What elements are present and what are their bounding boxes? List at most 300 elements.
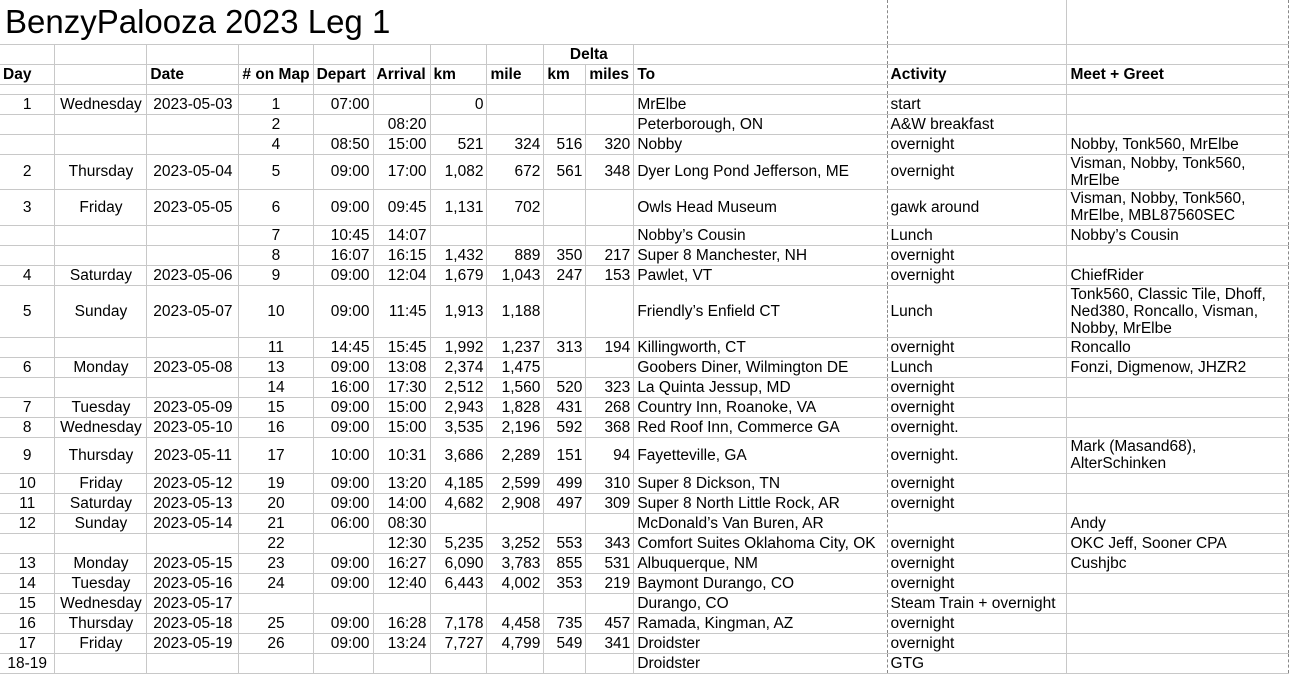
cell-destination[interactable]: Albuquerque, NM	[634, 553, 887, 573]
cell[interactable]	[313, 44, 373, 64]
cell-meet-greet[interactable]	[1067, 245, 1289, 265]
cell-depart[interactable]	[313, 114, 373, 134]
cell-destination[interactable]: MrElbe	[634, 94, 887, 114]
cell-date[interactable]	[147, 533, 239, 553]
cell-activity[interactable]: Lunch	[887, 357, 1067, 377]
cell-meet-greet[interactable]	[1067, 114, 1289, 134]
cell[interactable]	[430, 84, 487, 94]
cell-delta-miles[interactable]: 323	[586, 377, 634, 397]
cell-weekday[interactable]: Friday	[55, 633, 147, 653]
cell[interactable]	[1067, 0, 1289, 44]
cell[interactable]	[887, 44, 1067, 64]
cell-destination[interactable]: La Quinta Jessup, MD	[634, 377, 887, 397]
cell-map-number[interactable]: 17	[239, 437, 313, 473]
cell-delta-km[interactable]: 855	[544, 553, 586, 573]
cell-depart[interactable]	[313, 533, 373, 553]
cell-km[interactable]: 1,131	[430, 189, 487, 225]
cell-km[interactable]	[430, 593, 487, 613]
cell-weekday[interactable]: Friday	[55, 189, 147, 225]
cell-delta-km[interactable]: 350	[544, 245, 586, 265]
cell-delta-miles[interactable]: 320	[586, 134, 634, 154]
cell-arrival[interactable]: 08:20	[373, 114, 430, 134]
cell-depart[interactable]: 09:00	[313, 265, 373, 285]
cell-activity[interactable]: overnight.	[887, 417, 1067, 437]
header-destination[interactable]: To	[634, 64, 887, 84]
cell-destination[interactable]: Super 8 Dickson, TN	[634, 473, 887, 493]
cell-meet-greet[interactable]: ChiefRider	[1067, 265, 1289, 285]
cell-date[interactable]: 2023-05-13	[147, 493, 239, 513]
cell-destination[interactable]: Super 8 Manchester, NH	[634, 245, 887, 265]
cell-depart[interactable]: 09:00	[313, 417, 373, 437]
cell-map-number[interactable]: 21	[239, 513, 313, 533]
cell[interactable]	[373, 44, 430, 64]
cell[interactable]	[0, 84, 55, 94]
cell-date[interactable]: 2023-05-11	[147, 437, 239, 473]
header-arrival[interactable]: Arrival	[373, 64, 430, 84]
cell[interactable]	[239, 44, 313, 64]
cell-meet-greet[interactable]: Andy	[1067, 513, 1289, 533]
cell-km[interactable]: 1,432	[430, 245, 487, 265]
cell-arrival[interactable]	[373, 94, 430, 114]
cell-date[interactable]: 2023-05-09	[147, 397, 239, 417]
cell-activity[interactable]: A&W breakfast	[887, 114, 1067, 134]
cell-arrival[interactable]: 13:20	[373, 473, 430, 493]
cell-destination[interactable]: Red Roof Inn, Commerce GA	[634, 417, 887, 437]
cell-km[interactable]: 5,235	[430, 533, 487, 553]
cell-arrival[interactable]	[373, 593, 430, 613]
cell-delta-miles[interactable]: 531	[586, 553, 634, 573]
cell[interactable]	[887, 84, 1067, 94]
cell-arrival[interactable]: 12:04	[373, 265, 430, 285]
cell[interactable]	[586, 0, 634, 44]
cell[interactable]	[313, 84, 373, 94]
cell-activity[interactable]	[887, 513, 1067, 533]
cell-day[interactable]: 12	[0, 513, 55, 533]
cell-day[interactable]: 11	[0, 493, 55, 513]
cell-km[interactable]: 1,082	[430, 154, 487, 189]
cell-destination[interactable]: Pawlet, VT	[634, 265, 887, 285]
cell-activity[interactable]: overnight	[887, 337, 1067, 357]
cell-delta-miles[interactable]: 457	[586, 613, 634, 633]
delta-header[interactable]: Delta	[544, 44, 634, 64]
cell-meet-greet[interactable]	[1067, 473, 1289, 493]
cell-destination[interactable]: Nobby	[634, 134, 887, 154]
cell-delta-km[interactable]	[544, 513, 586, 533]
cell[interactable]	[634, 84, 887, 94]
cell-meet-greet[interactable]	[1067, 653, 1289, 673]
cell-activity[interactable]: overnight	[887, 533, 1067, 553]
header-mile[interactable]: mile	[487, 64, 544, 84]
cell[interactable]	[1067, 44, 1289, 64]
cell-mile[interactable]: 1,188	[487, 285, 544, 337]
cell-date[interactable]: 2023-05-15	[147, 553, 239, 573]
cell-mile[interactable]: 4,799	[487, 633, 544, 653]
cell-activity[interactable]: Lunch	[887, 225, 1067, 245]
cell[interactable]	[487, 44, 544, 64]
cell-delta-miles[interactable]	[586, 189, 634, 225]
cell-depart[interactable]: 09:00	[313, 633, 373, 653]
cell-weekday[interactable]: Monday	[55, 553, 147, 573]
cell-mile[interactable]: 3,783	[487, 553, 544, 573]
cell-km[interactable]: 1,679	[430, 265, 487, 285]
cell[interactable]	[487, 84, 544, 94]
cell-delta-miles[interactable]: 268	[586, 397, 634, 417]
cell-map-number[interactable]: 20	[239, 493, 313, 513]
cell-meet-greet[interactable]	[1067, 397, 1289, 417]
cell-day[interactable]: 4	[0, 265, 55, 285]
cell-delta-km[interactable]	[544, 94, 586, 114]
cell-destination[interactable]: Country Inn, Roanoke, VA	[634, 397, 887, 417]
cell-delta-miles[interactable]	[586, 285, 634, 337]
cell-date[interactable]: 2023-05-18	[147, 613, 239, 633]
cell-delta-km[interactable]: 247	[544, 265, 586, 285]
cell-map-number[interactable]: 23	[239, 553, 313, 573]
cell-date[interactable]: 2023-05-03	[147, 94, 239, 114]
cell-km[interactable]	[430, 225, 487, 245]
cell-km[interactable]: 2,512	[430, 377, 487, 397]
cell-meet-greet[interactable]: Visman, Nobby, Tonk560, MrElbe, MBL87560SEC	[1067, 189, 1289, 225]
cell-date[interactable]: 2023-05-04	[147, 154, 239, 189]
cell-destination[interactable]: Droidster	[634, 633, 887, 653]
cell-activity[interactable]: GTG	[887, 653, 1067, 673]
cell-weekday[interactable]	[55, 245, 147, 265]
cell-delta-km[interactable]: 497	[544, 493, 586, 513]
cell-activity[interactable]: overnight	[887, 473, 1067, 493]
cell-activity[interactable]: overnight	[887, 553, 1067, 573]
cell-day[interactable]: 8	[0, 417, 55, 437]
cell-date[interactable]: 2023-05-08	[147, 357, 239, 377]
cell-destination[interactable]: Dyer Long Pond Jefferson, ME	[634, 154, 887, 189]
cell-arrival[interactable]: 16:15	[373, 245, 430, 265]
cell[interactable]	[544, 84, 586, 94]
cell-depart[interactable]: 10:45	[313, 225, 373, 245]
cell-activity[interactable]: Steam Train + overnight	[887, 593, 1067, 613]
cell-depart[interactable]: 07:00	[313, 94, 373, 114]
cell-date[interactable]	[147, 245, 239, 265]
cell-date[interactable]	[147, 377, 239, 397]
cell-date[interactable]: 2023-05-06	[147, 265, 239, 285]
cell-map-number[interactable]: 16	[239, 417, 313, 437]
cell-delta-km[interactable]	[544, 593, 586, 613]
cell-weekday[interactable]: Thursday	[55, 437, 147, 473]
cell-arrival[interactable]: 08:30	[373, 513, 430, 533]
cell-arrival[interactable]: 15:45	[373, 337, 430, 357]
cell-date[interactable]: 2023-05-05	[147, 189, 239, 225]
cell-delta-km[interactable]: 431	[544, 397, 586, 417]
cell-mile[interactable]: 2,196	[487, 417, 544, 437]
cell-delta-miles[interactable]	[586, 513, 634, 533]
cell-delta-km[interactable]	[544, 357, 586, 377]
cell-weekday[interactable]: Friday	[55, 473, 147, 493]
cell-arrival[interactable]: 14:07	[373, 225, 430, 245]
header-activity[interactable]: Activity	[887, 64, 1067, 84]
header-delta-km[interactable]: km	[544, 64, 586, 84]
cell-depart[interactable]	[313, 593, 373, 613]
cell-km[interactable]: 0	[430, 94, 487, 114]
cell-weekday[interactable]	[55, 337, 147, 357]
cell-day[interactable]: 5	[0, 285, 55, 337]
cell-delta-km[interactable]: 313	[544, 337, 586, 357]
cell-arrival[interactable]: 12:40	[373, 573, 430, 593]
cell-km[interactable]: 7,727	[430, 633, 487, 653]
cell-date[interactable]	[147, 134, 239, 154]
cell-weekday[interactable]: Tuesday	[55, 573, 147, 593]
cell-day[interactable]: 16	[0, 613, 55, 633]
cell-delta-miles[interactable]	[586, 593, 634, 613]
cell-weekday[interactable]	[55, 225, 147, 245]
cell-km[interactable]	[430, 114, 487, 134]
cell-map-number[interactable]: 14	[239, 377, 313, 397]
cell-km[interactable]: 6,443	[430, 573, 487, 593]
cell-km[interactable]	[430, 513, 487, 533]
cell-depart[interactable]: 10:00	[313, 437, 373, 473]
cell-weekday[interactable]	[55, 653, 147, 673]
cell-delta-miles[interactable]: 343	[586, 533, 634, 553]
cell[interactable]	[239, 84, 313, 94]
cell-map-number[interactable]: 5	[239, 154, 313, 189]
cell-mile[interactable]: 2,599	[487, 473, 544, 493]
cell-depart[interactable]: 06:00	[313, 513, 373, 533]
cell-weekday[interactable]: Monday	[55, 357, 147, 377]
cell-km[interactable]: 6,090	[430, 553, 487, 573]
cell-depart[interactable]: 09:00	[313, 357, 373, 377]
cell-arrival[interactable]: 17:30	[373, 377, 430, 397]
cell-day[interactable]: 9	[0, 437, 55, 473]
cell-day[interactable]: 17	[0, 633, 55, 653]
cell-map-number[interactable]: 6	[239, 189, 313, 225]
cell-delta-miles[interactable]: 194	[586, 337, 634, 357]
cell-meet-greet[interactable]	[1067, 573, 1289, 593]
cell-weekday[interactable]: Sunday	[55, 513, 147, 533]
cell-mile[interactable]	[487, 94, 544, 114]
cell[interactable]	[373, 84, 430, 94]
cell-delta-miles[interactable]	[586, 94, 634, 114]
cell-day[interactable]	[0, 134, 55, 154]
cell-depart[interactable]: 09:00	[313, 473, 373, 493]
cell-delta-km[interactable]	[544, 189, 586, 225]
cell-map-number[interactable]: 19	[239, 473, 313, 493]
cell-day[interactable]: 14	[0, 573, 55, 593]
cell-meet-greet[interactable]: Cushjbc	[1067, 553, 1289, 573]
cell-destination[interactable]: Nobby’s Cousin	[634, 225, 887, 245]
cell-delta-miles[interactable]	[586, 114, 634, 134]
cell-meet-greet[interactable]: Visman, Nobby, Tonk560, MrElbe	[1067, 154, 1289, 189]
cell-activity[interactable]: overnight	[887, 573, 1067, 593]
cell-meet-greet[interactable]	[1067, 613, 1289, 633]
cell-date[interactable]	[147, 114, 239, 134]
header-meet-greet[interactable]: Meet + Greet	[1067, 64, 1289, 84]
cell-map-number[interactable]: 7	[239, 225, 313, 245]
cell-delta-km[interactable]	[544, 653, 586, 673]
cell-activity[interactable]: start	[887, 94, 1067, 114]
cell-weekday[interactable]	[55, 134, 147, 154]
cell-weekday[interactable]: Wednesday	[55, 94, 147, 114]
cell-depart[interactable]: 09:00	[313, 154, 373, 189]
cell-day[interactable]	[0, 533, 55, 553]
cell-activity[interactable]: overnight	[887, 493, 1067, 513]
cell-activity[interactable]: overnight	[887, 377, 1067, 397]
cell-day[interactable]: 15	[0, 593, 55, 613]
cell-weekday[interactable]	[55, 377, 147, 397]
cell-mile[interactable]: 2,908	[487, 493, 544, 513]
cell-mile[interactable]: 889	[487, 245, 544, 265]
cell-day[interactable]	[0, 377, 55, 397]
cell-weekday[interactable]: Wednesday	[55, 417, 147, 437]
cell-delta-km[interactable]: 549	[544, 633, 586, 653]
cell[interactable]	[586, 84, 634, 94]
cell[interactable]	[430, 0, 487, 44]
cell-day[interactable]: 13	[0, 553, 55, 573]
cell-day[interactable]	[0, 337, 55, 357]
cell-meet-greet[interactable]: Tonk560, Classic Tile, Dhoff, Ned380, Roncallo, Visman, Nobby, MrElbe	[1067, 285, 1289, 337]
cell-mile[interactable]	[487, 593, 544, 613]
cell-activity[interactable]: overnight	[887, 134, 1067, 154]
header-date[interactable]: Date	[147, 64, 239, 84]
cell-date[interactable]	[147, 653, 239, 673]
cell-mile[interactable]: 1,237	[487, 337, 544, 357]
cell-map-number[interactable]: 9	[239, 265, 313, 285]
cell-destination[interactable]: Goobers Diner, Wilmington DE	[634, 357, 887, 377]
cell-map-number[interactable]: 15	[239, 397, 313, 417]
cell-mile[interactable]: 1,043	[487, 265, 544, 285]
cell-destination[interactable]: Peterborough, ON	[634, 114, 887, 134]
cell-map-number[interactable]: 26	[239, 633, 313, 653]
cell-depart[interactable]: 16:00	[313, 377, 373, 397]
cell-arrival[interactable]: 15:00	[373, 134, 430, 154]
header-weekday[interactable]	[55, 64, 147, 84]
cell-mile[interactable]: 702	[487, 189, 544, 225]
cell-delta-km[interactable]: 353	[544, 573, 586, 593]
cell-depart[interactable]: 09:00	[313, 573, 373, 593]
cell-delta-km[interactable]: 520	[544, 377, 586, 397]
header-depart[interactable]: Depart	[313, 64, 373, 84]
cell-depart[interactable]: 08:50	[313, 134, 373, 154]
cell-arrival[interactable]: 09:45	[373, 189, 430, 225]
cell-depart[interactable]: 16:07	[313, 245, 373, 265]
cell-delta-km[interactable]	[544, 285, 586, 337]
cell-km[interactable]: 521	[430, 134, 487, 154]
cell-activity[interactable]: gawk around	[887, 189, 1067, 225]
cell-day[interactable]	[0, 245, 55, 265]
cell-day[interactable]: 18-19	[0, 653, 55, 673]
cell-delta-miles[interactable]: 309	[586, 493, 634, 513]
cell-date[interactable]	[147, 225, 239, 245]
cell-day[interactable]	[0, 225, 55, 245]
cell-meet-greet[interactable]	[1067, 593, 1289, 613]
cell[interactable]	[487, 0, 544, 44]
cell-arrival[interactable]: 12:30	[373, 533, 430, 553]
cell-km[interactable]: 7,178	[430, 613, 487, 633]
cell-mile[interactable]: 4,458	[487, 613, 544, 633]
cell-destination[interactable]: Killingworth, CT	[634, 337, 887, 357]
cell-day[interactable]: 2	[0, 154, 55, 189]
cell-arrival[interactable]: 17:00	[373, 154, 430, 189]
cell-destination[interactable]: Super 8 North Little Rock, AR	[634, 493, 887, 513]
header-map-number[interactable]: # on Map	[239, 64, 313, 84]
cell-meet-greet[interactable]: Nobby’s Cousin	[1067, 225, 1289, 245]
cell-delta-miles[interactable]	[586, 225, 634, 245]
cell-meet-greet[interactable]: Mark (Masand68), AlterSchinken	[1067, 437, 1289, 473]
cell-delta-km[interactable]: 592	[544, 417, 586, 437]
cell-weekday[interactable]	[55, 533, 147, 553]
cell-map-number[interactable]: 25	[239, 613, 313, 633]
cell-day[interactable]: 10	[0, 473, 55, 493]
cell-delta-miles[interactable]	[586, 357, 634, 377]
cell-delta-km[interactable]: 151	[544, 437, 586, 473]
cell-date[interactable]: 2023-05-10	[147, 417, 239, 437]
cell-depart[interactable]: 09:00	[313, 553, 373, 573]
cell-activity[interactable]: overnight	[887, 633, 1067, 653]
cell-weekday[interactable]: Thursday	[55, 613, 147, 633]
cell-date[interactable]: 2023-05-07	[147, 285, 239, 337]
cell-activity[interactable]: overnight	[887, 613, 1067, 633]
cell-depart[interactable]: 09:00	[313, 285, 373, 337]
cell-weekday[interactable]: Wednesday	[55, 593, 147, 613]
cell-destination[interactable]: Friendly’s Enfield CT	[634, 285, 887, 337]
cell-depart[interactable]: 09:00	[313, 493, 373, 513]
cell-weekday[interactable]	[55, 114, 147, 134]
cell-km[interactable]: 1,913	[430, 285, 487, 337]
cell-activity[interactable]: overnight	[887, 245, 1067, 265]
cell-km[interactable]: 4,682	[430, 493, 487, 513]
cell-map-number[interactable]: 2	[239, 114, 313, 134]
cell-delta-km[interactable]: 735	[544, 613, 586, 633]
cell-meet-greet[interactable]: Fonzi, Digmenow, JHZR2	[1067, 357, 1289, 377]
cell-weekday[interactable]: Sunday	[55, 285, 147, 337]
cell-activity[interactable]: Lunch	[887, 285, 1067, 337]
cell-delta-miles[interactable]: 217	[586, 245, 634, 265]
cell[interactable]	[147, 84, 239, 94]
cell[interactable]	[1067, 84, 1289, 94]
cell-mile[interactable]	[487, 513, 544, 533]
cell-destination[interactable]: Owls Head Museum	[634, 189, 887, 225]
cell-destination[interactable]: Durango, CO	[634, 593, 887, 613]
header-delta-miles[interactable]: miles	[586, 64, 634, 84]
cell-activity[interactable]: overnight	[887, 154, 1067, 189]
cell-delta-km[interactable]: 553	[544, 533, 586, 553]
cell-delta-miles[interactable]	[586, 653, 634, 673]
cell-destination[interactable]: Droidster	[634, 653, 887, 673]
cell-destination[interactable]: Baymont Durango, CO	[634, 573, 887, 593]
cell-date[interactable]: 2023-05-19	[147, 633, 239, 653]
cell-meet-greet[interactable]	[1067, 417, 1289, 437]
cell-delta-miles[interactable]: 368	[586, 417, 634, 437]
cell-arrival[interactable]: 16:27	[373, 553, 430, 573]
cell-km[interactable]: 3,686	[430, 437, 487, 473]
cell-km[interactable]	[430, 653, 487, 673]
cell-date[interactable]: 2023-05-14	[147, 513, 239, 533]
cell[interactable]	[147, 44, 239, 64]
cell-delta-km[interactable]	[544, 225, 586, 245]
cell-arrival[interactable]: 13:08	[373, 357, 430, 377]
cell-meet-greet[interactable]: OKC Jeff, Sooner CPA	[1067, 533, 1289, 553]
cell-mile[interactable]: 3,252	[487, 533, 544, 553]
cell-meet-greet[interactable]	[1067, 493, 1289, 513]
cell-km[interactable]: 1,992	[430, 337, 487, 357]
cell-arrival[interactable]	[373, 653, 430, 673]
cell-depart[interactable]: 14:45	[313, 337, 373, 357]
cell-day[interactable]: 7	[0, 397, 55, 417]
cell-delta-miles[interactable]: 341	[586, 633, 634, 653]
cell-weekday[interactable]: Saturday	[55, 265, 147, 285]
cell-map-number[interactable]: 8	[239, 245, 313, 265]
cell-depart[interactable]: 09:00	[313, 189, 373, 225]
cell-delta-km[interactable]: 499	[544, 473, 586, 493]
cell-mile[interactable]	[487, 225, 544, 245]
cell-map-number[interactable]: 22	[239, 533, 313, 553]
cell-km[interactable]: 3,535	[430, 417, 487, 437]
cell-weekday[interactable]: Tuesday	[55, 397, 147, 417]
